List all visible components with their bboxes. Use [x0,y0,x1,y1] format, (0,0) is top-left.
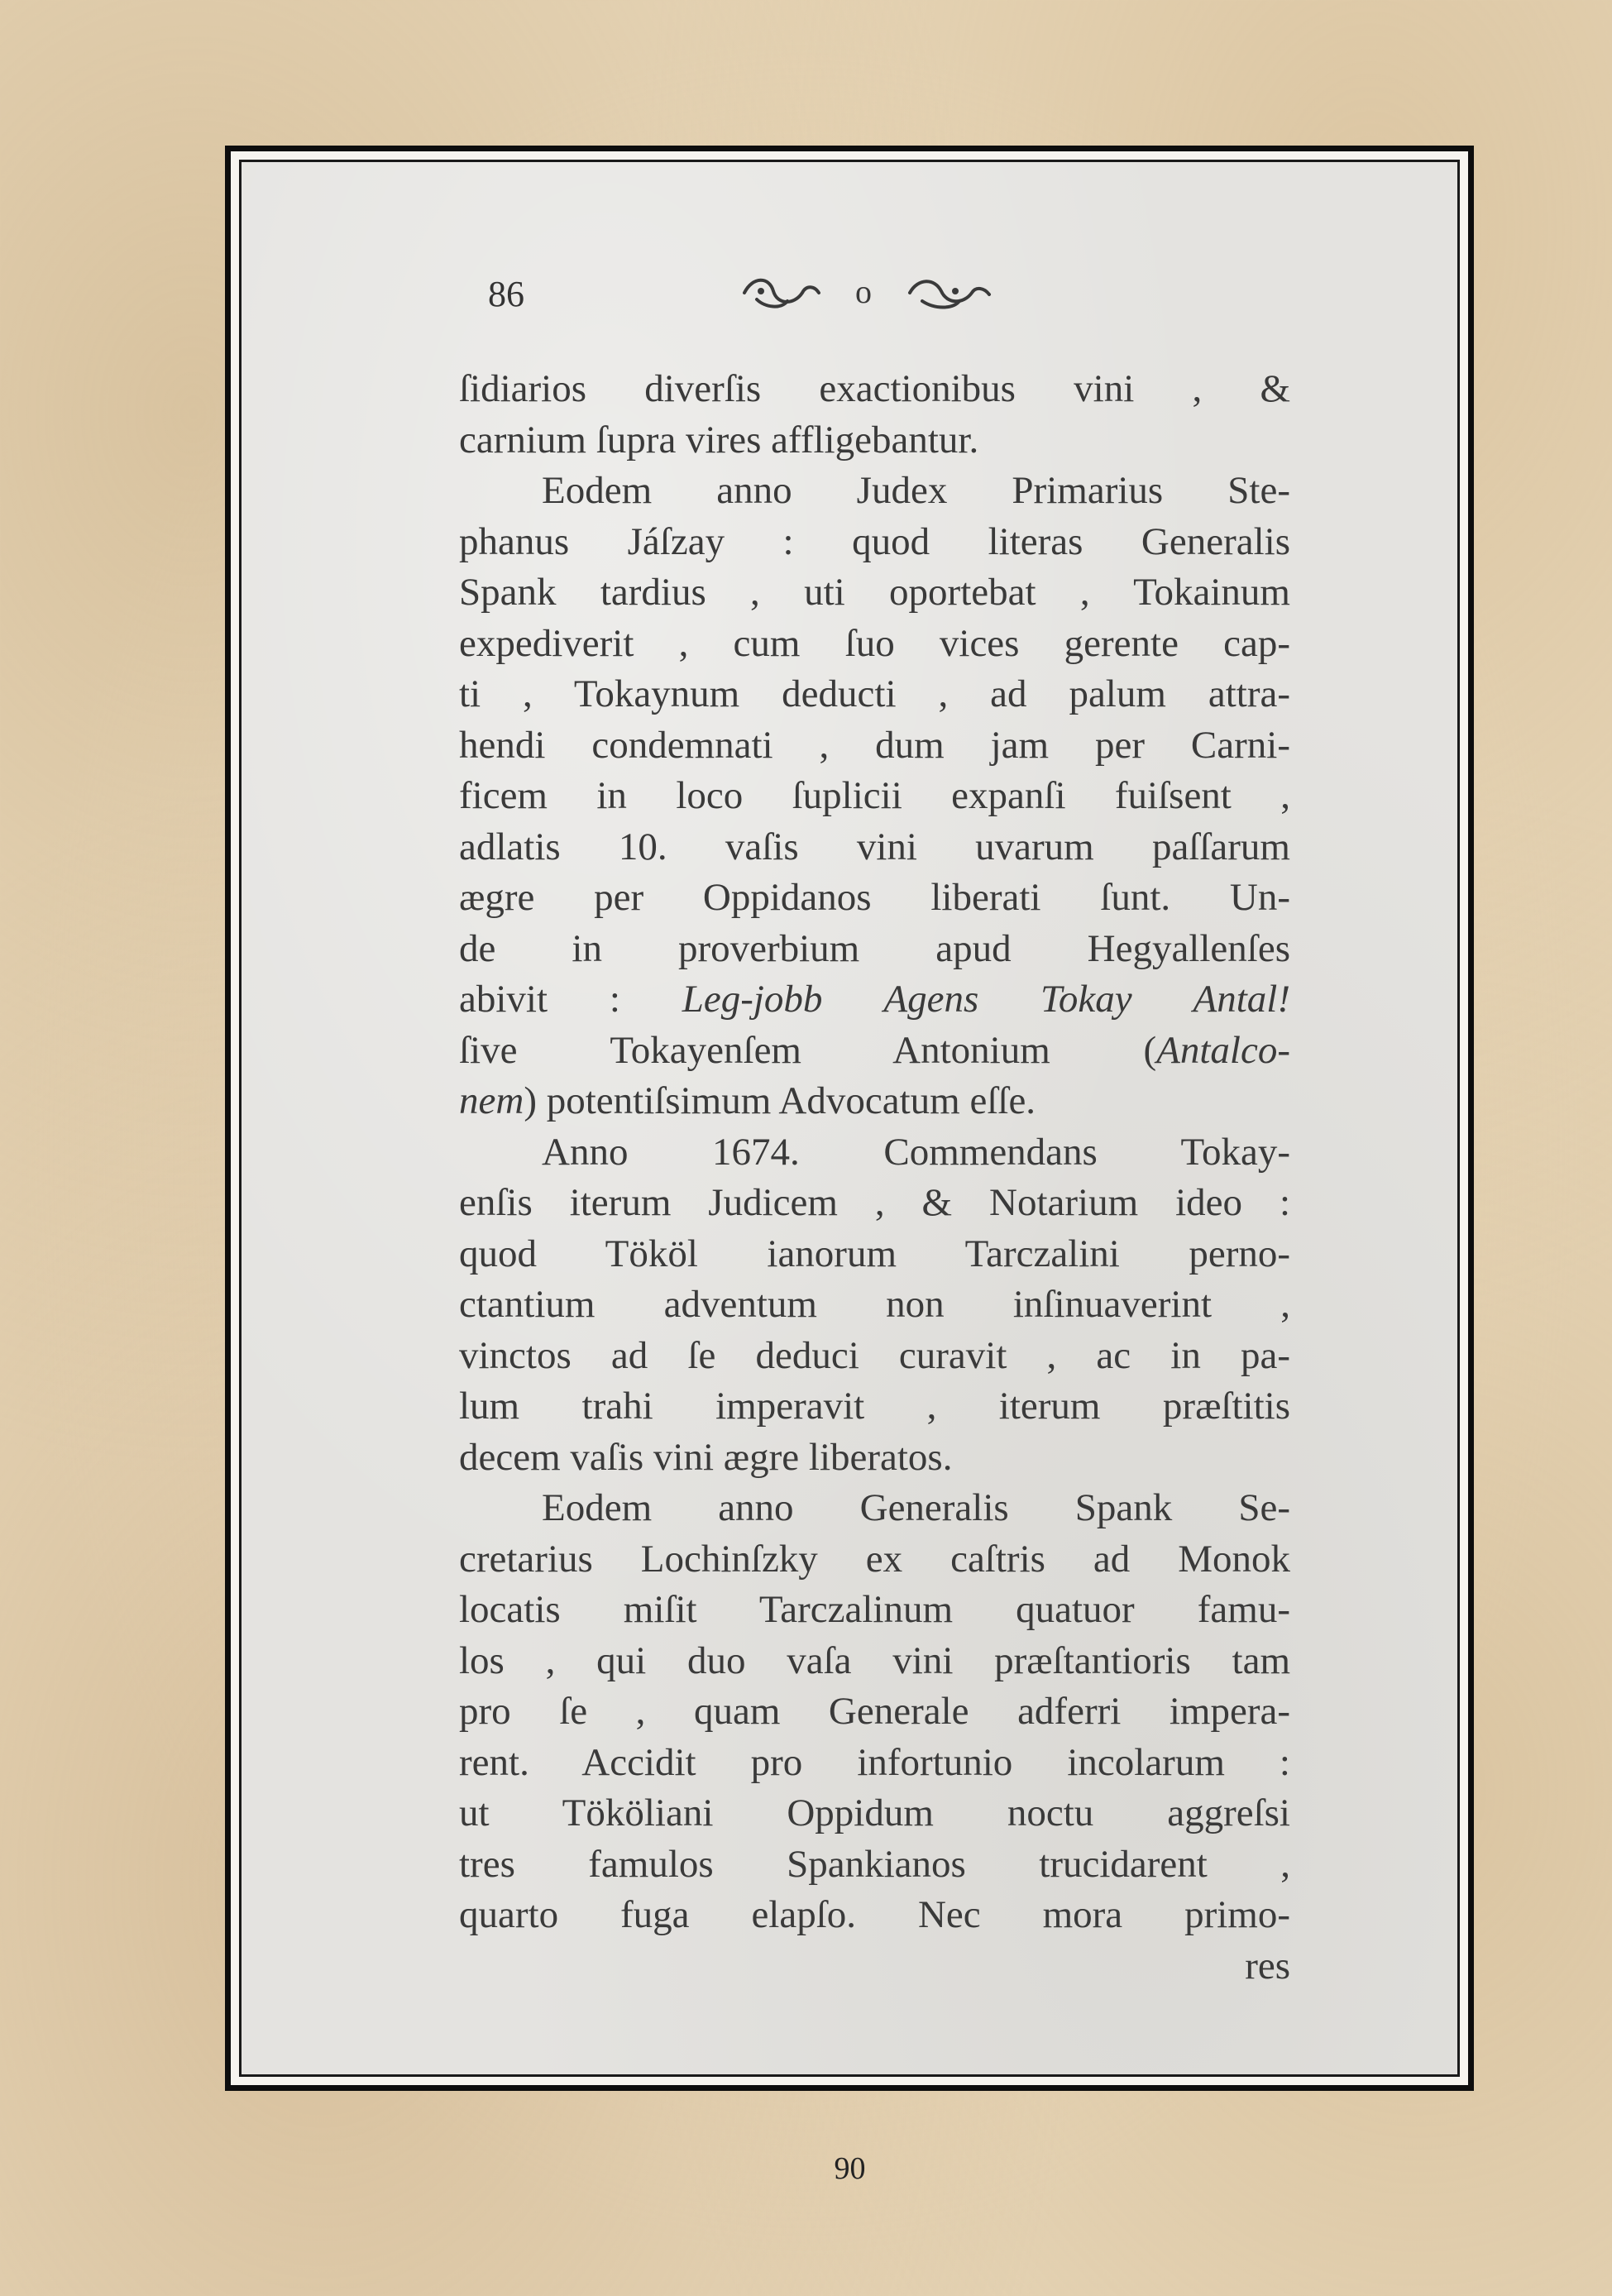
text-segment: ſive Tokayenſem Antonium ( [459,1028,1157,1072]
text-segment: abivit : [459,978,620,1021]
text-line: quarto fuga elapſo. Nec mora primo- [459,1893,1290,1936]
text-line: rent. Accidit pro infortunio incolarum : [459,1740,1290,1784]
text-line: phanus Jáſzay : quod literas Generalis [459,519,1290,563]
text-line: Eodem anno Judex Primarius Ste- [542,469,1290,512]
text-line: carnium ſupra vires affligebantur. [459,418,979,462]
proverb-italic: Leg-jobb Agens Tokay Antal! [682,978,1291,1021]
header-ornament-icon [736,268,1001,318]
close-paren: ) [524,1079,537,1122]
antalconem-italic-b: nem [459,1079,524,1122]
text-line: ut Tököliani Oppidum noctu aggreſsi [459,1791,1290,1834]
text-line: ctantium adventum non inſinuaverint , [459,1283,1290,1326]
footer-page-number: 90 [834,2151,866,2186]
text-line: ſidiarios diverſis exactionibus vini , & [459,367,1290,410]
text-line-antalconem-end [459,1076,1290,1127]
book-page-number: 86 [488,274,524,314]
text-line: tres famulos Spankianos trucidarent , [459,1842,1290,1886]
text-line: expediverit , cum ſuo vices gerente cap- [459,621,1290,665]
book-text-body [459,364,1290,1992]
text-segment: potentiſsimum Advocatum eſſe. [546,1079,1036,1122]
text-line: cretarius Lochinſzky ex caſtris ad Monok [459,1537,1290,1581]
text-line: lum trahi imperavit , iterum præſtitis [459,1385,1290,1428]
catchword: res [1245,1944,1290,1987]
text-line: de in proverbium apud Hegyallenſes [459,926,1290,970]
text-line: ti , Tokaynum deducti , ad palum attra- [459,672,1290,715]
text-line: Anno 1674. Commendans Tokay- [542,1130,1290,1174]
text-line: quod Tököl ianorum Tarczalini perno- [459,1232,1290,1275]
text-line: enſis iterum Judicem , & Notarium ideo : [459,1181,1290,1224]
text-line: ficem in loco ſuplicii expanſi fuiſsent , [459,774,1290,817]
antalconem-italic-a: Antalco- [1156,1028,1290,1072]
ornament-center-glyph: o [855,273,872,310]
text-line-proverb [459,974,1290,1026]
text-line: adlatis 10. vaſis vini uvarum paſſarum [459,825,1290,868]
text-line: Spank tardius , uti oportebat , Tokainum [459,571,1290,614]
text-line: locatis miſit Tarczalinum quatuor famu- [459,1588,1290,1631]
text-line: vinctos ad ſe deduci curavit , ac in pa- [459,1333,1290,1377]
text-line: pro ſe , quam Generale adferri impera- [459,1690,1290,1733]
text-line: los , qui duo vaſa vini præſtantioris tam [459,1638,1290,1682]
text-line: ægre per Oppidanos liberati ſunt. Un- [459,876,1290,919]
text-line: Eodem anno Generalis Spank Se- [542,1486,1290,1529]
text-line: decem vaſis vini ægre liberatos. [459,1435,953,1479]
text-line-antalconem [459,1026,1290,1077]
text-line: hendi condemnati , dum jam per Carni- [459,723,1290,767]
page-header [488,273,1150,323]
